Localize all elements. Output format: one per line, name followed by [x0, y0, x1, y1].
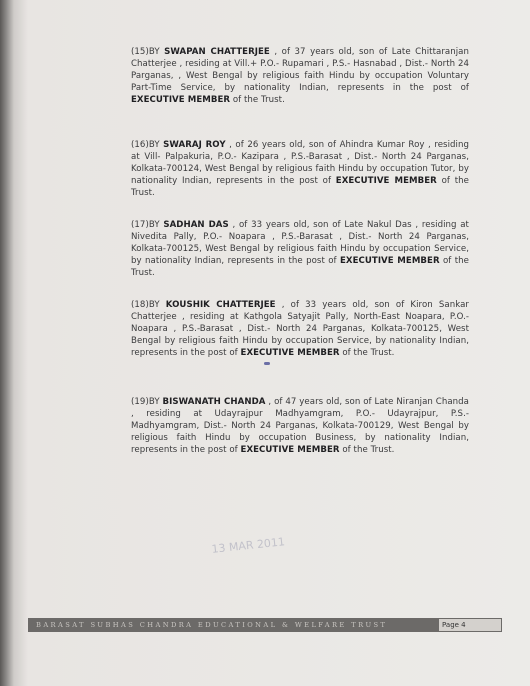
member-entry-16: [131, 139, 469, 199]
entry-suffix: of the Trust.: [131, 176, 469, 198]
ink-mark: [264, 362, 270, 365]
member-name: BISWANATH CHANDA: [162, 397, 266, 407]
page-footer: [28, 617, 502, 633]
entry-number: (17)BY: [131, 220, 160, 230]
footer-trust-name: BARASAT SUBHAS CHANDRA EDUCATIONAL & WELFARE TRUST: [28, 618, 438, 632]
entry-suffix: of the Trust.: [131, 256, 469, 278]
member-entry-17: [131, 219, 469, 279]
page-number: Page 4: [438, 618, 502, 632]
stamp-date: 13 MAR 2011: [210, 535, 286, 556]
member-entry-15: [131, 46, 469, 106]
entry-suffix: of the Trust.: [342, 445, 395, 455]
entry-number: (16)BY: [131, 140, 160, 150]
member-role: EXECUTIVE MEMBER: [131, 95, 231, 105]
member-name: SADHAN DAS: [163, 220, 229, 230]
member-name: KOUSHIK CHATTERJEE: [165, 300, 276, 310]
entry-number: (19)BY: [131, 397, 160, 407]
entry-number: (18)BY: [131, 300, 160, 310]
member-role: EXECUTIVE MEMBER: [240, 348, 340, 358]
entry-details: , of 26 years old, son of Ahindra Kumar Roy , residing at Vill- Palpakuria, P.O.- Kazipara , P.S.-Barasat , Dist.- North 24 Parganas, Kolkata-700124, West Bengal by religious faith Hindu by occupation Tutor, by nationality Indian, represents in the post of: [131, 140, 469, 186]
member-role: EXECUTIVE MEMBER: [240, 445, 340, 455]
member-name: SWARAJ ROY: [163, 140, 226, 150]
member-role: EXECUTIVE MEMBER: [335, 176, 437, 186]
entry-number: (15)BY: [131, 47, 160, 57]
entry-details: , of 37 years old, son of Late Chittaranjan Chatterjee , residing at Vill.+ P.O.- Rupamari , P.S.- Hasnabad , Dist.- North 24 Parganas, , West Bengal by religious faith Hindu by occupation Voluntary Part-Time Service, by nationality Indian, represents in the post of: [131, 47, 469, 93]
member-role: EXECUTIVE MEMBER: [340, 256, 440, 266]
faded-stamp: [148, 521, 292, 585]
entry-details: , of 33 years old, son of Late Nakul Das , residing at Nivedita Pally, P.O.- Noapara , P.S.-Barasat , Dist.- North 24 Parganas, Kolkata-700125, West Bengal by religious faith Hindu by occupation Service, by nationality Indian, represents in the post of: [131, 220, 469, 266]
entry-suffix: of the Trust.: [342, 348, 395, 358]
member-entry-19: [131, 396, 469, 456]
entry-details: , of 33 years old, son of Kiron Sankar Chatterjee , residing at Kathgola Satyajit Pally, North-East Noapara, P.O.- Noapara , P.S.-Barasat , Dist.- North 24 Parganas, Kolkata-700125, West Bengal by religious faith Hindu by occupation Service, by nationality Indian, represents in the post of: [131, 300, 469, 358]
member-name: SWAPAN CHATTERJEE: [164, 47, 270, 57]
entry-suffix: of the Trust.: [232, 95, 285, 105]
member-entry-18: [131, 299, 469, 359]
entry-details: , of 47 years old, son of Late Niranjan Chanda , residing at Udayrajpur Madhyamgram, P.O.- Udayrajpur, P.S.- Madhyamgram, Dist.- North 24 Parganas, Kolkata-700129, West Bengal by religious faith Hindu by occupation Business, by nationality Indian, represents in the post of: [131, 397, 469, 455]
